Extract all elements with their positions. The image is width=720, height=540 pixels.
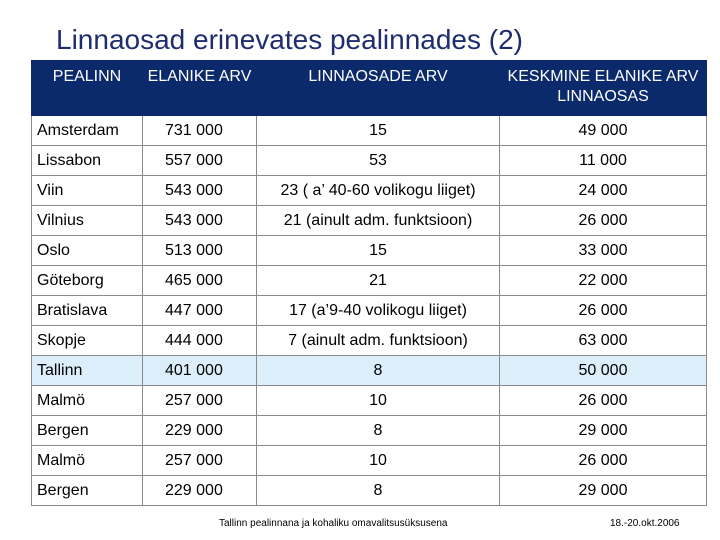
city-cell: Lissabon <box>32 146 143 176</box>
table-row <box>32 206 707 236</box>
city-cell: Oslo <box>32 236 143 266</box>
footer-date: 18.-20.okt.2006 <box>610 518 680 529</box>
table-row <box>32 416 707 446</box>
table-row <box>32 296 707 326</box>
district-count-cell: 10 <box>257 446 500 476</box>
average-cell: 11 000 <box>500 146 707 176</box>
city-cell: Bergen <box>32 476 143 506</box>
city-cell: Göteborg <box>32 266 143 296</box>
district-count-cell: 23 ( a’ 40-60 volikogu liiget) <box>257 176 500 206</box>
average-cell: 29 000 <box>500 476 707 506</box>
average-cell: 26 000 <box>500 446 707 476</box>
average-cell: 26 000 <box>500 296 707 326</box>
table-body <box>32 116 707 506</box>
slide-title: Linnaosad erinevates pealinnades (2) <box>56 24 523 55</box>
population-cell: 444 000 <box>143 326 257 356</box>
average-cell: 22 000 <box>500 266 707 296</box>
district-count-cell: 15 <box>257 116 500 146</box>
population-cell: 447 000 <box>143 296 257 326</box>
city-cell: Malmö <box>32 446 143 476</box>
city-cell: Viin <box>32 176 143 206</box>
header-population: ELANIKE ARV <box>143 61 257 116</box>
table-row <box>32 476 707 506</box>
header-district-count: LINNAOSADE ARV <box>257 61 500 116</box>
header-row <box>32 61 707 116</box>
population-cell: 465 000 <box>143 266 257 296</box>
district-count-cell: 10 <box>257 386 500 416</box>
table-header <box>32 61 707 116</box>
table-row <box>32 146 707 176</box>
district-count-cell: 8 <box>257 476 500 506</box>
city-cell: Bergen <box>32 416 143 446</box>
district-count-cell: 21 <box>257 266 500 296</box>
average-cell: 33 000 <box>500 236 707 266</box>
population-cell: 257 000 <box>143 386 257 416</box>
city-cell: Amsterdam <box>32 116 143 146</box>
population-cell: 543 000 <box>143 176 257 206</box>
population-cell: 257 000 <box>143 446 257 476</box>
district-count-cell: 21 (ainult adm. funktsioon) <box>257 206 500 236</box>
city-cell: Malmö <box>32 386 143 416</box>
city-cell: Bratislava <box>32 296 143 326</box>
district-count-cell: 7 (ainult adm. funktsioon) <box>257 326 500 356</box>
population-cell: 401 000 <box>143 356 257 386</box>
average-cell: 29 000 <box>500 416 707 446</box>
population-cell: 229 000 <box>143 476 257 506</box>
city-cell: Vilnius <box>32 206 143 236</box>
city-cell: Tallinn <box>32 356 143 386</box>
table-row <box>32 176 707 206</box>
population-cell: 731 000 <box>143 116 257 146</box>
average-cell: 50 000 <box>500 356 707 386</box>
table-row <box>32 386 707 416</box>
average-cell: 24 000 <box>500 176 707 206</box>
table-row <box>32 266 707 296</box>
district-count-cell: 8 <box>257 356 500 386</box>
average-cell: 49 000 <box>500 116 707 146</box>
district-count-cell: 8 <box>257 416 500 446</box>
header-average-per-district: KESKMINE ELANIKE ARV LINNAOSAS <box>500 61 707 116</box>
city-cell: Skopje <box>32 326 143 356</box>
table-row <box>32 116 707 146</box>
table-row <box>32 446 707 476</box>
table-row <box>32 236 707 266</box>
average-cell: 26 000 <box>500 206 707 236</box>
district-count-cell: 53 <box>257 146 500 176</box>
table-row <box>32 356 707 386</box>
district-count-cell: 15 <box>257 236 500 266</box>
population-cell: 513 000 <box>143 236 257 266</box>
footer-caption: Tallinn pealinnana ja kohaliku omavalitsusüksusena <box>219 518 448 529</box>
header-capital: PEALINN <box>32 61 143 116</box>
population-cell: 557 000 <box>143 146 257 176</box>
district-count-cell: 17 (a’9-40 volikogu liiget) <box>257 296 500 326</box>
population-cell: 543 000 <box>143 206 257 236</box>
average-cell: 26 000 <box>500 386 707 416</box>
average-cell: 63 000 <box>500 326 707 356</box>
capital-districts-table <box>31 60 707 506</box>
population-cell: 229 000 <box>143 416 257 446</box>
table-row <box>32 326 707 356</box>
